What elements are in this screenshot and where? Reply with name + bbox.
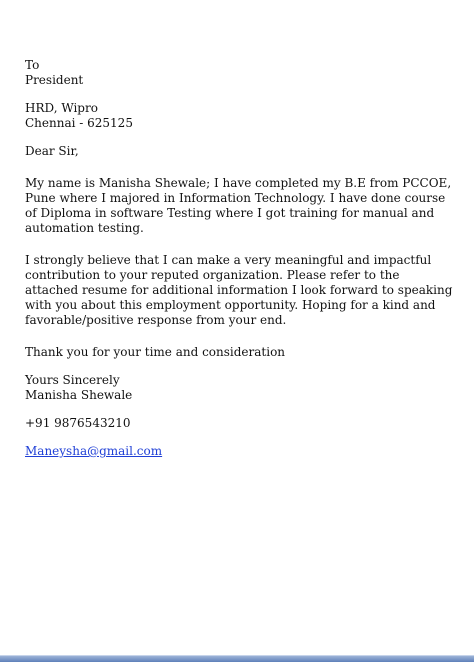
body-paragraph-1: My name is Manisha Shewale; I have completed my B.E from PCCOE, Pune where I majored in Information Technology. I have done course of Diploma in software Testing where I got training for manual and automation testing.	[25, 176, 452, 235]
thanks-line: Thank you for your time and consideration	[25, 345, 286, 359]
phone-number: +91 9876543210	[25, 416, 131, 430]
recipient-title: President	[25, 73, 84, 87]
to-line: To	[25, 58, 40, 72]
recipient-city: Chennai - 625125	[25, 116, 133, 130]
closing-line: Yours Sincerely	[25, 373, 120, 387]
cover-letter	[25, 58, 455, 459]
email-link[interactable]: Maneysha@gmail.com	[25, 444, 163, 458]
page-bottom-border	[0, 656, 474, 662]
salutation: Dear Sir,	[25, 144, 79, 158]
body-paragraph-2: I strongly believe that I can make a very meaningful and impactful contribution to your reputed organization. Please refer to the attached resume for additional information I look forward to speaking with you about this employment opportunity. Hoping for a kind and favorable/positive response from your end.	[25, 253, 453, 327]
signature-name: Manisha Shewale	[25, 388, 133, 402]
recipient-department: HRD, Wipro	[25, 101, 98, 115]
